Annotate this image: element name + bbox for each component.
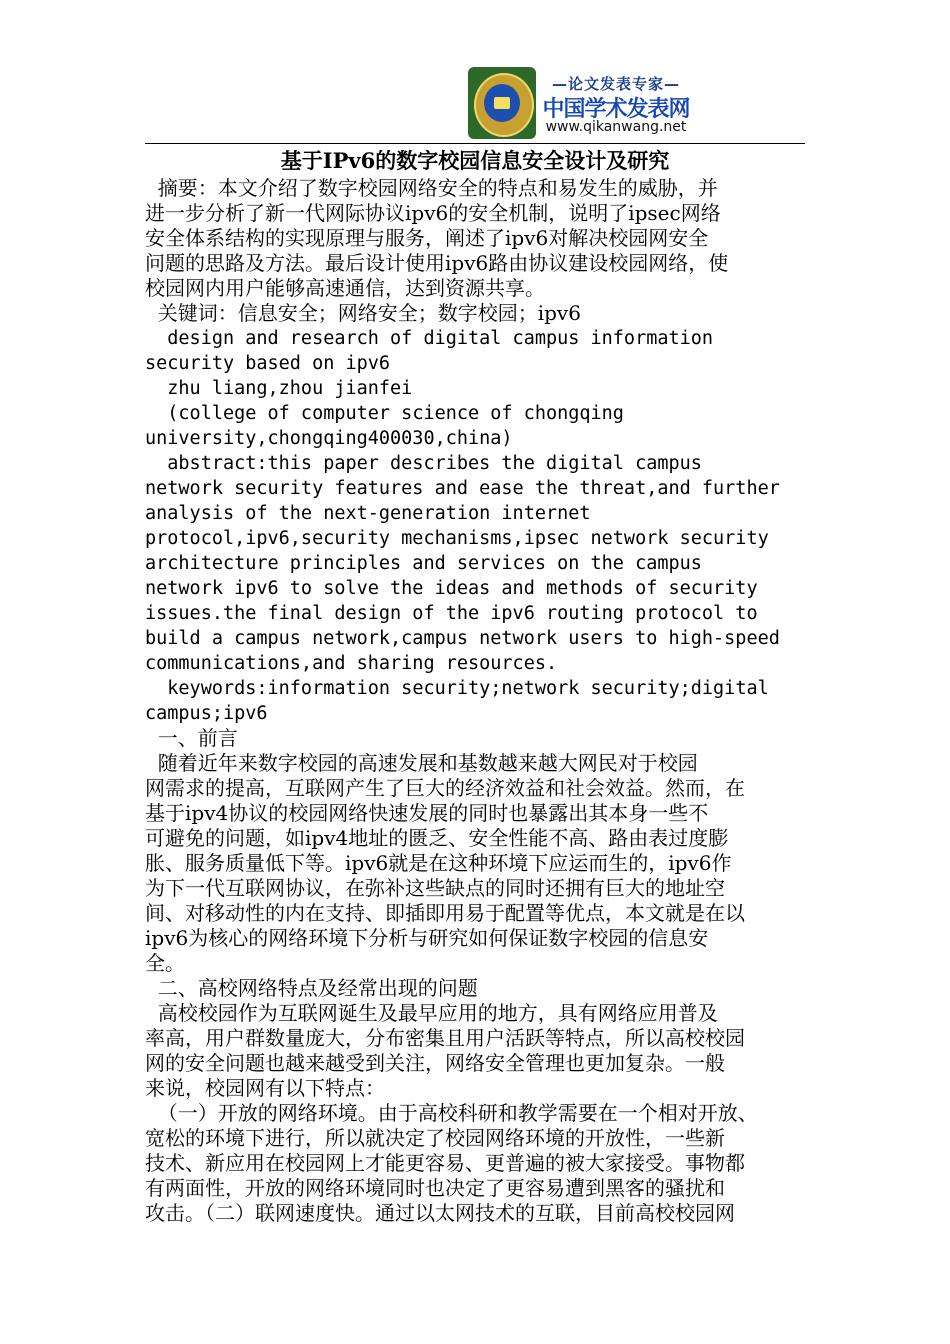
keywords-cn: 关键词：信息安全；网络安全；数字校园；ipv6 <box>145 301 581 325</box>
site-logo <box>468 67 696 139</box>
logo-brand-name: 中国学术发表网 <box>542 97 690 122</box>
logo-url: www.qikanwang.net <box>545 119 687 135</box>
keywords-en: keywords:information security;network security;digital campus;ipv6 <box>145 678 769 724</box>
section-heading-2: 二、高校网络特点及经常出现的问题 <box>145 976 478 1000</box>
section-2-item-paragraph: （一）开放的网络环境。由于高校科研和教学需要在一个相对开放、 宽松的环境下进行，所以就决定了校园网络环境的开放性，一些新 技术、新应用在校园网上才能更容易、更普遍的被大家接受。事物都 有两面性，开放的网络环境同时也决定了更容易遭到黑客的骚扰和 攻击。（二）联网速度快。通过以太网技术的互联，目前高校校园网 <box>145 1101 758 1225</box>
seal-emblem-icon <box>468 67 536 139</box>
section-2-paragraph: 高校校园作为互联网诞生及最早应用的地方，具有网络应用普及 率高，用户群数量庞大，分布密集且用户活跃等特点，所以高校校园 网的安全问题也越来越受到关注，网络安全管理也更加复杂。一般 来说，校园网有以下特点： <box>145 1001 745 1100</box>
abstract-en: abstract:this paper describes the digital campus network security features and ease the threat,and further analysis of the next-generation internet protocol,ipv6,security mechanisms,ipsec network security architecture principles and services on the campus network ipv6 to solve the ideas and methods of security issues.the final design of the ipv6 routing protocol to build a campus network,campus network users to high-speed communications,and sharing resources. <box>145 453 780 674</box>
title-en: design and research of digital campus information security based on ipv6 <box>145 328 714 374</box>
document-body <box>145 147 805 1226</box>
abstract-cn: 摘要：本文介绍了数字校园网络安全的特点和易发生的威胁，并 进一步分析了新一代网际协议ipv6的安全机制，说明了ipsec网络 安全体系结构的实现原理与服务，阐述了ipv6对解决校园网安全 问题的思路及方法。最后设计使用ipv6路由协议建设校园网络，使 校园网内用户能够高速通信，达到资源共享。 <box>145 176 729 300</box>
affiliation-en: (college of computer science of chongqing university,chongqing400030,china) <box>145 403 624 449</box>
section-1-paragraph: 随着近年来数字校园的高速发展和基数越来越大网民对于校园 网需求的提高，互联网产生了巨大的经济效益和社会效益。然而，在 基于ipv4协议的校园网络快速发展的同时也暴露出其本身一些不 可避免的问题，如ipv4地址的匮乏、安全性能不高、路由表过度膨 胀、服务质量低下等。ipv6就是在这种环境下应运而生的，ipv6作 为下一代互联网协议，在弥补这些缺点的同时还拥有巨大的地址空 间、对移动性的内在支持、即插即用易于配置等优点，本文就是在以 ipv6为核心的网络环境下分析与研究如何保证数字校园的信息安 全。 <box>145 751 745 975</box>
header-divider <box>145 143 805 144</box>
section-heading-1: 一、前言 <box>145 726 238 750</box>
document-title: 基于IPv6的数字校园信息安全设计及研究 <box>280 148 670 173</box>
logo-tagline: —论文发表专家— <box>551 75 680 93</box>
authors-en: zhu liang,zhou jianfei <box>145 378 413 399</box>
